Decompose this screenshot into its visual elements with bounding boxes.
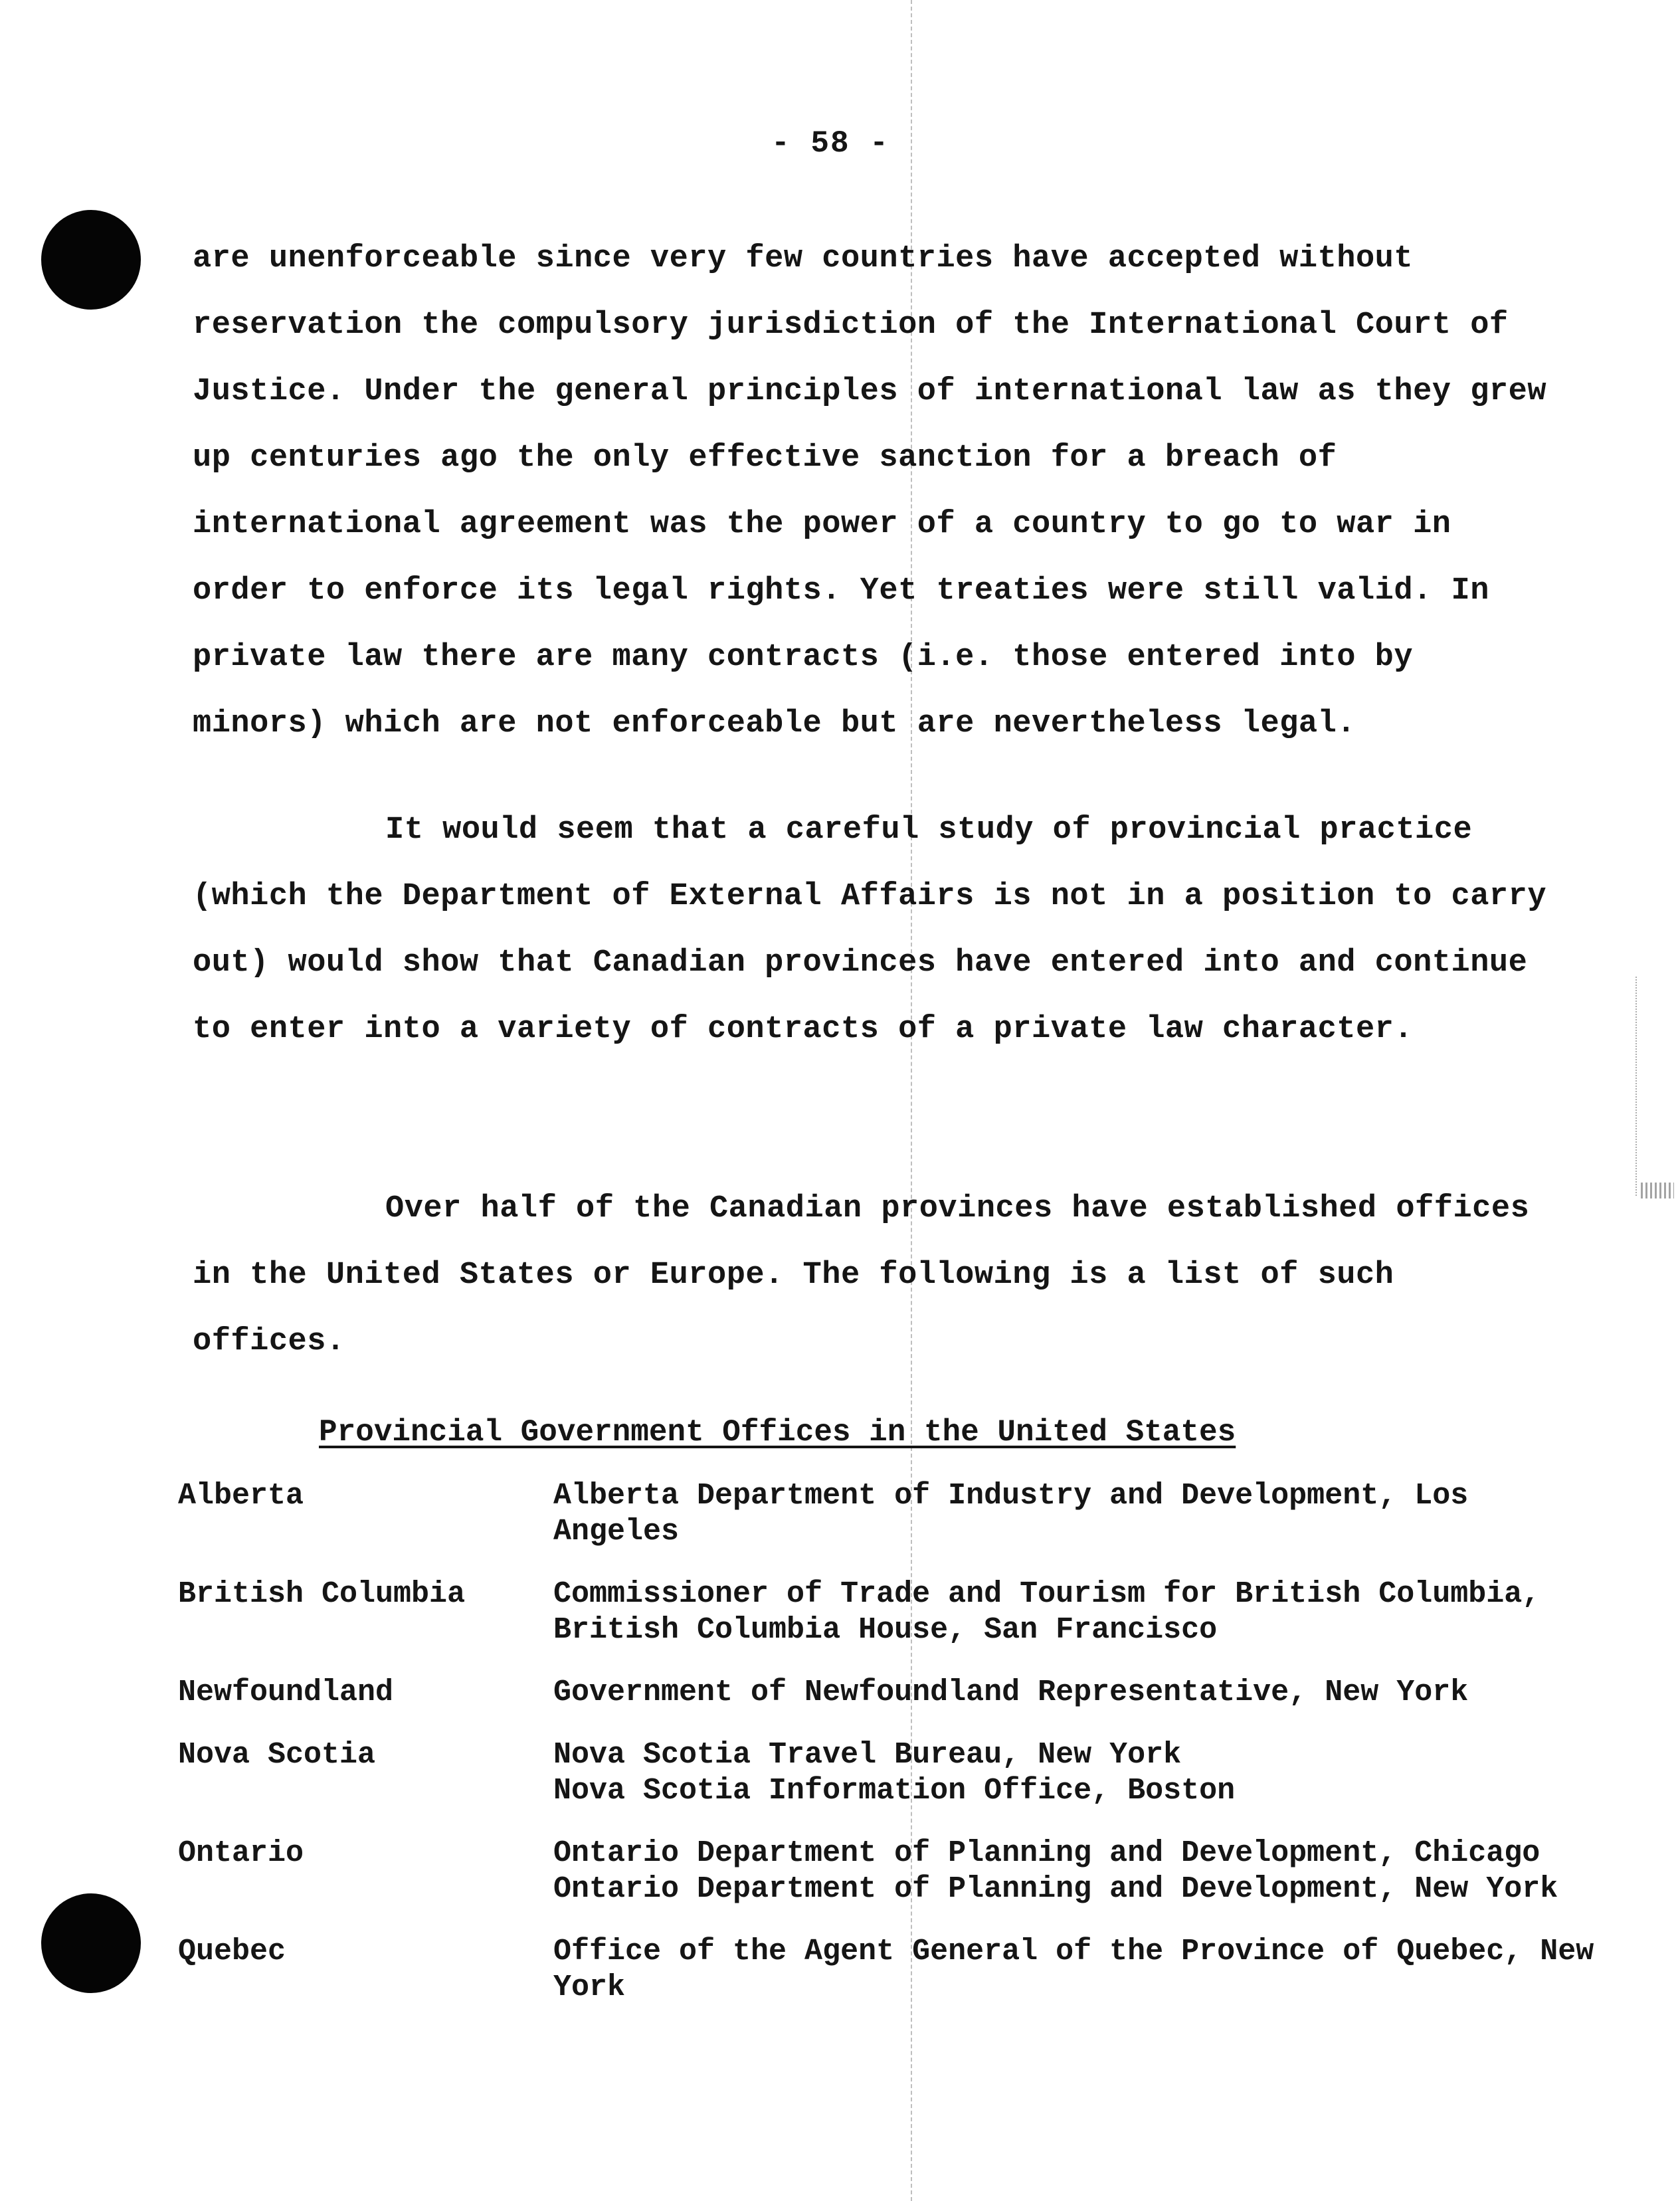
table-row (178, 1737, 1600, 1809)
province-name: Ontario (178, 1836, 304, 1870)
edge-artifact (1635, 977, 1677, 1196)
office-list (553, 1478, 1600, 1550)
office-entry: Office of the Agent General of the Province of Quebec, New York (553, 1935, 1594, 2004)
office-entry: Ontario Department of Planning and Development, Chicago (553, 1836, 1540, 1870)
table-row (178, 1577, 1600, 1648)
paragraph-3: Over half of the Canadian provinces have established offices in the United States or Europe. The following is a list of such offices. (193, 1191, 1530, 1359)
office-entry: Nova Scotia Travel Bureau, New York (553, 1738, 1182, 1772)
province-name: Newfoundland (178, 1675, 394, 1709)
office-list (553, 1934, 1600, 2006)
province-name: Quebec (178, 1935, 286, 1968)
table-row (178, 1675, 1600, 1711)
office-table (178, 1478, 1600, 2032)
table-row (178, 1836, 1600, 1907)
paragraph-2: It would seem that a careful study of provincial practice (which the Department of External Affairs is not in a position to carry out) would show that Canadian provinces have entered into and continue to enter into a variety of contracts of a private law character. (193, 813, 1547, 1047)
office-list (553, 1675, 1600, 1711)
office-list (553, 1836, 1600, 1907)
paragraph-1: are unenforceable since very few countries have accepted without reservation the compulsory jurisdiction of the International Court of Justice. Under the general principles of international law as they grew up centuries ago the only effective sanction for a breach of international agreement was the power of a country to go to war in order to enforce its legal rights. Yet treaties were still valid. In private law there are many contracts (i.e. those entered into by minors) which are not enforceable but are nevertheless legal. (193, 241, 1547, 741)
table-heading: Provincial Government Offices in the United States (319, 1415, 1236, 1450)
province-name: British Columbia (178, 1577, 466, 1611)
office-list (553, 1737, 1600, 1809)
table-row (178, 1478, 1600, 1550)
table-row (178, 1934, 1600, 2006)
edge-artifact-small (1641, 1183, 1674, 1198)
office-entry: Commissioner of Trade and Tourism for British Columbia, British Columbia House, San Francisco (553, 1577, 1540, 1647)
page-number: - 58 - (771, 126, 889, 161)
province-name: Nova Scotia (178, 1738, 376, 1772)
office-entry: Nova Scotia Information Office, Boston (553, 1774, 1236, 1808)
office-entry: Government of Newfoundland Representative, New York (553, 1675, 1469, 1709)
office-entry: Alberta Department of Industry and Development, Los Angeles (553, 1479, 1469, 1549)
office-list (553, 1577, 1600, 1648)
punch-hole-bottom (41, 1893, 141, 1993)
province-name: Alberta (178, 1479, 304, 1513)
punch-hole-top (41, 210, 141, 310)
office-entry: Ontario Department of Planning and Development, New York (553, 1872, 1558, 1906)
